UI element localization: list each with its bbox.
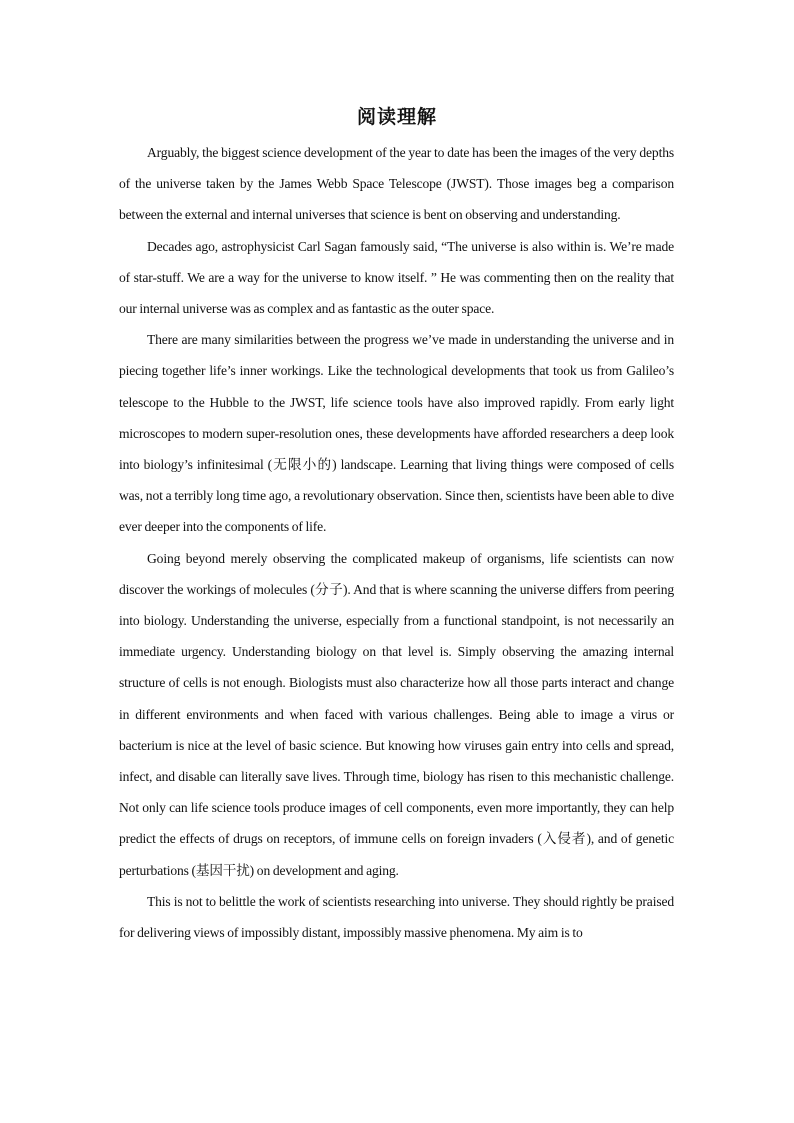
- paragraph-2: Decades ago, astrophysicist Carl Sagan famously said, “The universe is also within is. We’re made of star-stuff. We are a way for the universe to know itself. ” He was commenting then on the reality that our internal universe was as complex and as fantastic as the outer space.: [119, 238, 674, 317]
- paragraph-4: Going beyond merely observing the complicated makeup of organisms, life scientists can now discover the workings of molecules (分子). And that is where scanning the universe differs from peering into biology. Understanding the universe, especially from a functional standpoint, is not necessarily an immediate urgency. Understanding biology on that level is. Simply observing the amazing internal structure of cells is not enough. Biologists must also characterize how all those parts interact and change in different environments and when faced with various challenges. Being able to image a virus or bacterium is nice at the level of basic science. But knowing how viruses gain entry into cells and spread, infect, and disable can literally save lives. Through time, biology has risen to this mechanistic challenge. Not only can life science tools produce images of cell components, even more importantly, they can help predict the effects of drugs on receptors, of immune cells on foreign invaders (入侵者), and of genetic perturbations (基因干扰) on development and aging.: [119, 550, 674, 878]
- article-body: [119, 137, 674, 948]
- paragraph-5: This is not to belittle the work of scientists researching into universe. They should rightly be praised for delivering views of impossibly distant, impossibly massive phenomena. My aim is to: [119, 893, 674, 941]
- page-title: 阅读理解: [356, 106, 437, 128]
- paragraph-3: There are many similarities between the progress we’ve made in understanding the universe and in piecing together life’s inner workings. Like the technological developments that took us from Galileo’s telescope to the Hubble to the JWST, life science tools have also improved rapidly. From early light microscopes to modern super-resolution ones, these developments have afforded researchers a deep look into biology’s infinitesimal (无限小的) landscape. Learning that living things were composed of cells was, not a terribly long time ago, a revolutionary observation. Since then, scientists have been able to dive ever deeper into the components of life.: [119, 332, 674, 535]
- paragraph-1: Arguably, the biggest science development of the year to date has been the images of the very depths of the universe taken by the James Webb Space Telescope (JWST). Those images beg a comparison between the external and internal universes that science is bent on observing and understanding.: [119, 145, 674, 223]
